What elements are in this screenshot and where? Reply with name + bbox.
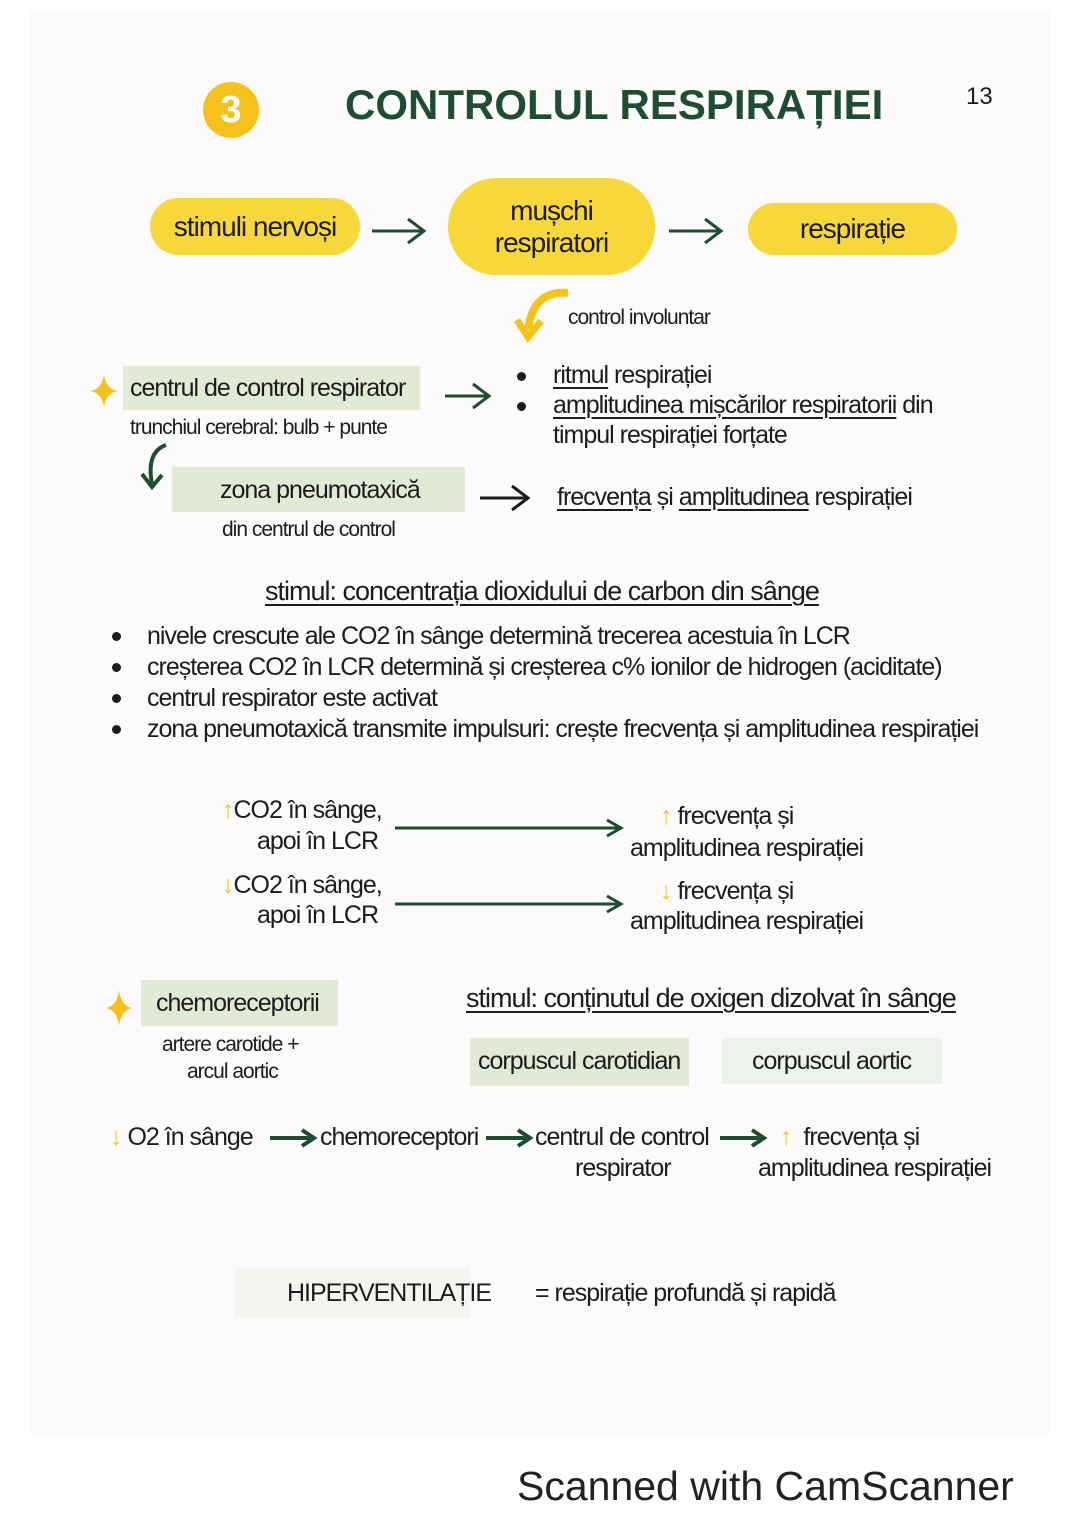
o2-stimulus-heading: stimul: conținutul de oxigen dizolvat în sânge [466,983,956,1013]
bullet-text: centrul respirator este activat [147,684,437,712]
bullet [517,372,526,381]
hiperventilatie-definition: = respirație profundă și rapidă [535,1279,836,1307]
corpuscul-carotidian-label: corpuscul carotidian [478,1047,681,1075]
co2-lcr-text: apoi în LCR [257,827,379,855]
result-down-line2: amplitudinea respirației [630,907,864,935]
zona-pneumotaxica-label: zona pneumotaxică [220,476,420,504]
o2-flow-4b: amplitudinea respirației [758,1154,992,1182]
bullet-text: creșterea CO2 în LCR determină și creșterea c% ionilor de hidrogen (aciditate) [147,653,942,681]
arcul-aortic-label: arcul aortic [187,1060,278,1083]
down-arrow-icon: ↓ [110,1123,122,1151]
o2-flow-3b: respirator [575,1154,671,1182]
arrow-icon [486,1128,534,1148]
o2-flow-1: ↓ O2 în sânge [110,1123,253,1151]
din-centrul-label: din centrul de control [222,518,395,541]
o2-flow-2: chemoreceptori [320,1123,479,1151]
arrow-icon [395,894,625,914]
bullet-text: amplitudinea mișcărilor respiratorii din [553,391,933,419]
star-icon [106,990,132,1026]
pill-muschi-respiratori [448,178,655,275]
section-number: 3 [203,82,259,138]
page-number: 13 [966,83,993,110]
co2-up-text: ↑CO2 în sânge, [222,796,382,824]
arrow-icon [478,482,533,512]
bullet [112,694,121,703]
pill-respiratie [748,203,957,255]
result-up-line2: amplitudinea respirației [630,834,864,862]
result-down-line1: ↓ frecvența și [660,877,794,905]
bullet [112,725,121,734]
bullet [517,402,526,411]
chemoreceptorii-label: chemoreceptorii [156,989,319,1017]
hiperventilatie-term: HIPERVENTILAȚIE [287,1279,492,1307]
star-icon [90,375,118,407]
label: respiratori [494,226,609,258]
bullet [112,663,121,672]
bullet-text: zona pneumotaxică transmite impulsuri: crește frecvența și amplitudinea respirației [147,715,979,743]
curved-arrow-icon [138,442,173,492]
bullet-text: timpul respirației forțate [553,421,787,449]
up-arrow-icon: ↑ [222,796,234,824]
result-up-line1: ↑ frecvența și [660,802,794,830]
scanner-watermark: Scanned with CamScanner [517,1463,1014,1509]
frecventa-text: frecvența și amplitudinea respirației [557,483,912,511]
arrow-icon [395,818,625,838]
curved-arrow-icon [513,285,573,345]
page-title: CONTROLUL RESPIRAȚIEI [345,81,884,128]
centrul-de-control-label: centrul de control respirator [130,374,406,402]
bullet-text: ritmul respirației [553,361,712,389]
o2-flow-3: centrul de control [535,1123,709,1151]
co2-down-text: ↓CO2 în sânge, [222,871,382,899]
label: respirație [799,213,906,244]
down-arrow-icon: ↓ [222,871,234,899]
label: stimuli nervoși [173,210,337,242]
arrow-icon [720,1128,768,1148]
o2-flow-4: ↑ frecvența și [780,1123,920,1151]
co2-stimulus-heading: stimul: concentrația dioxidului de carbon din sânge [265,576,819,606]
bullet [112,632,121,641]
up-arrow-icon: ↑ [780,1123,792,1151]
arrow-icon [667,215,727,245]
label: mușchi [510,194,593,226]
corpuscul-aortic-label: corpuscul aortic [752,1047,912,1075]
trunchiul-cerebral-label: trunchiul cerebral: bulb + punte [130,416,387,439]
control-involuntar-label: control involuntar [568,306,710,329]
arrow-icon [443,380,493,410]
arrow-icon [270,1128,318,1148]
pill-stimuli-nervosi [150,198,360,255]
co2-lcr-text: apoi în LCR [257,901,379,929]
arrow-icon [370,215,430,245]
down-arrow-icon: ↓ [660,877,672,905]
bullet-text: nivele crescute ale CO2 în sânge determină trecerea acestuia în LCR [147,622,850,650]
artere-carotide-label: artere carotide + [162,1033,299,1056]
up-arrow-icon: ↑ [660,802,672,830]
